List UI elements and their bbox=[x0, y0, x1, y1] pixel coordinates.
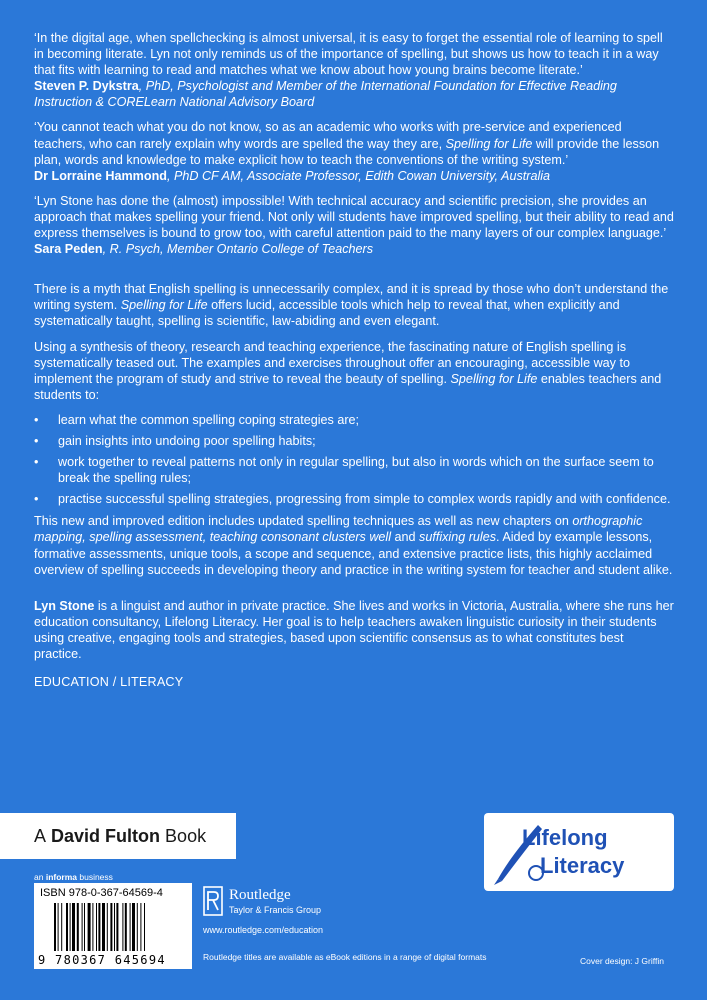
lifelong-literacy-logo bbox=[484, 813, 674, 891]
author-bio bbox=[34, 598, 674, 662]
publisher-group: Taylor & Francis Group bbox=[229, 905, 322, 915]
description-paragraph-2 bbox=[34, 339, 674, 403]
barcode-bar bbox=[102, 903, 105, 951]
isbn-text: ISBN 978-0-367-64569-4 bbox=[40, 887, 163, 899]
main-text bbox=[34, 30, 674, 690]
publisher-url: www.routledge.com/education bbox=[203, 925, 324, 935]
barcode bbox=[34, 883, 192, 969]
quote-attribution bbox=[34, 241, 674, 257]
bullet-item: • gain insights into undoing poor spelling habits; bbox=[34, 433, 674, 449]
barcode-bar bbox=[72, 903, 75, 951]
barcode-bar bbox=[70, 903, 71, 951]
description-paragraph-1 bbox=[34, 281, 674, 329]
barcode-bar bbox=[92, 903, 93, 951]
text-part: enables teachers and students to: bbox=[34, 371, 662, 402]
barcode-bar bbox=[144, 903, 145, 951]
barcode-bar bbox=[137, 903, 138, 951]
barcode-bar bbox=[98, 903, 100, 951]
ebook-note: Routledge titles are available as eBook editions in a range of digital formats bbox=[203, 952, 487, 962]
bio-text: is a linguist and author in private practice. She lives and works in Victoria, Australia, where she runs her education consultancy, Lifelong Literacy. Her goal is to help teachers awaken linguistic curiosity in their students using creative, engaging tools and strategies, based upon scientific consensus as to what constitutes best practice. bbox=[34, 598, 674, 661]
bullet-item: • learn what the common spelling coping strategies are; bbox=[34, 412, 674, 428]
informa-name: informa bbox=[45, 872, 77, 882]
quote-text-part: ‘You cannot teach what you do not know, so as an academic who works with pre-service and experienced teachers, who can rarely explain why words are spelled the way they are, bbox=[34, 120, 622, 151]
informa-suffix: business bbox=[77, 872, 113, 882]
barcode-bar bbox=[122, 903, 123, 951]
barcode-bar bbox=[58, 903, 59, 951]
barcode-bar bbox=[96, 903, 97, 951]
fulton-name: David Fulton bbox=[51, 825, 161, 846]
quote-attribution bbox=[34, 78, 674, 110]
text-part: offers lucid, accessible tools which help to reveal that, when explicitly and systematically taught, spelling is scientific, law-abiding and even elegant. bbox=[34, 298, 620, 329]
text-part: This new and improved edition includes updated spelling techniques as well as new chapters on bbox=[34, 514, 573, 529]
bullet-item: • work together to reveal patterns not only in regular spelling, but also in words which on the surface seem to break the spelling rules; bbox=[34, 454, 674, 486]
barcode-bar bbox=[132, 903, 135, 951]
informa-line bbox=[34, 872, 113, 882]
quote-text-part: will provide the lesson plan, words and knowledge to make explicit how to teach the conventions of the writing system.’ bbox=[34, 136, 660, 167]
david-fulton-banner bbox=[0, 813, 236, 859]
barcode-bar bbox=[88, 903, 91, 951]
fulton-suffix: Book bbox=[165, 825, 207, 846]
text-part: and bbox=[391, 530, 420, 545]
italic-text: suffixing rules bbox=[419, 530, 497, 545]
author-name: Lyn Stone bbox=[34, 598, 95, 613]
quote-author: Dr Lorraine Hammond bbox=[34, 168, 167, 183]
book-title-italic: Spelling for Life bbox=[120, 298, 208, 313]
bullet-item: • practise successful spelling strategies, progressing from simple to complex words rapidly and with confidence. bbox=[34, 491, 674, 507]
quote-hammond bbox=[34, 119, 674, 183]
cover-design-credit: Cover design: J Griffin bbox=[580, 956, 664, 966]
quote-author-title: , PhD, Psychologist and Member of the International Foundation for Effective Reading Instruction & CORELearn National Advisory Board bbox=[34, 79, 617, 110]
quote-text: ‘Lyn Stone has done the (almost) impossible! With technical accuracy and scientific precision, she provides an approach that makes spelling your friend. Not only will students have improved spelling, but their ability to read and express themselves is bound to grow too, with careful attention paid to the many layers of our complex language.’ bbox=[34, 193, 674, 241]
barcode-bar bbox=[54, 903, 56, 951]
quote-author-title: , PhD CF AM, Associate Professor, Edith Cowan University, Australia bbox=[166, 168, 551, 183]
quote-dykstra bbox=[34, 30, 674, 110]
informa-prefix: an bbox=[34, 872, 46, 882]
barcode-bar bbox=[77, 903, 79, 951]
barcode-bar bbox=[61, 903, 62, 951]
quote-text: ‘In the digital age, when spellchecking is almost universal, it is easy to forget the essential role of learning to spell in becoming literate. Lyn not only reminds us of the importance of spelling, but shows us how to teach it in a way that fits with learning to read and matches what we know about how young brains become literate.’ bbox=[34, 31, 663, 78]
logo-text-line1: Lifelong bbox=[522, 825, 608, 850]
quote-text bbox=[34, 119, 674, 167]
text-part: Using a synthesis of theory, research and teaching experience, the fascinating nature of English spelling is systematically teased out. The examples and exercises throughout offer an encouraging, accessible way to implement the program of study and strive to reveal the beauty of spelling. bbox=[34, 339, 630, 386]
book-title-italic: Spelling for Life bbox=[450, 371, 538, 386]
bullet-list bbox=[34, 412, 674, 507]
barcode-bar bbox=[140, 903, 141, 951]
text-part: There is a myth that English spelling is unnecessarily complex, and it is spread by those who don’t understand the writing system. bbox=[34, 282, 669, 313]
fulton-prefix: A bbox=[34, 825, 47, 846]
publisher-name: Routledge bbox=[229, 887, 291, 903]
barcode-bar bbox=[110, 903, 112, 951]
book-title-italic: Spelling for Life bbox=[445, 136, 533, 151]
barcode-bar bbox=[130, 903, 131, 951]
quote-author: Steven P. Dykstra bbox=[34, 79, 139, 94]
quote-peden bbox=[34, 193, 674, 257]
barcode-number: 9 780367 645694 bbox=[38, 953, 166, 967]
barcode-bar bbox=[114, 903, 115, 951]
quote-author-title: , R. Psych, Member Ontario College of Teachers bbox=[102, 242, 374, 257]
routledge-logo-icon bbox=[203, 886, 223, 916]
text-part: . Aided by example lessons, formative assessments, unique tools, a scope and sequence, and extensive practice lists, this highly acclaimed overview of spelling succeeds in developing theory and practice in the writing system for teacher and student alike. bbox=[34, 530, 673, 577]
barcode-bar bbox=[125, 903, 127, 951]
barcode-bar bbox=[66, 903, 68, 951]
quote-author: Sara Peden bbox=[34, 242, 103, 257]
italic-text: orthographic mapping, spelling assessment, teaching consonant clusters well bbox=[34, 514, 643, 545]
description-paragraph-3 bbox=[34, 513, 674, 577]
barcode-bar bbox=[82, 903, 83, 951]
barcode-bar bbox=[84, 903, 85, 951]
barcode-bar bbox=[107, 903, 108, 951]
barcode-bars bbox=[54, 903, 176, 953]
quote-attribution bbox=[34, 168, 674, 184]
barcode-bar bbox=[116, 903, 118, 951]
logo-text-line2: Literacy bbox=[540, 853, 625, 878]
subject-category: EDUCATION / LITERACY bbox=[34, 675, 184, 690]
